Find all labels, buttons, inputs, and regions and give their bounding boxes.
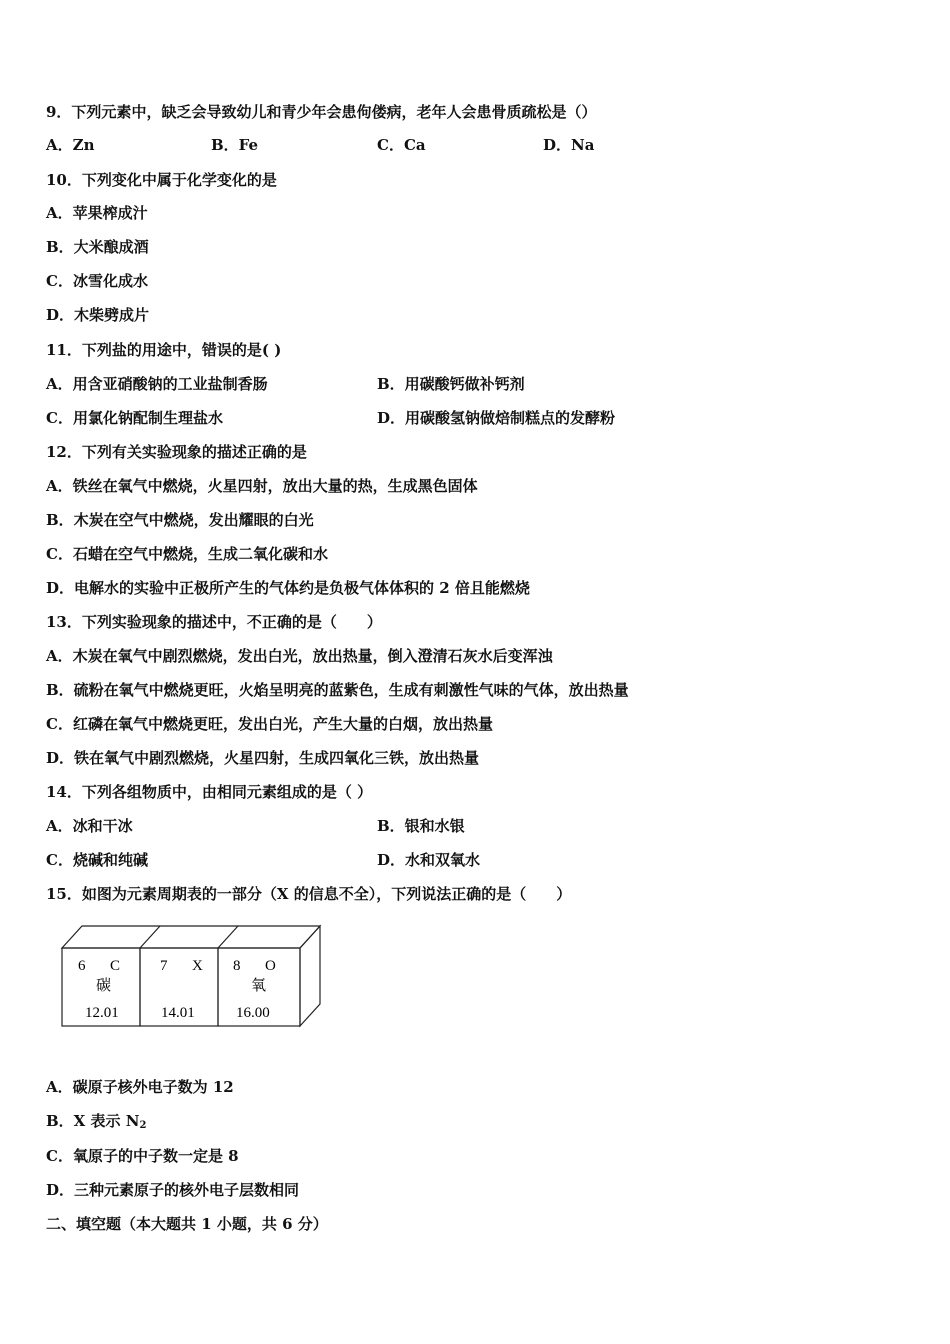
- q13-option-c: C．红磷在氧气中燃烧更旺，发出白光，产生大量的白烟，放出热量: [46, 715, 493, 733]
- element-mass: 14.01: [161, 1005, 195, 1021]
- q9-option-b: B．Fe: [211, 136, 259, 154]
- q10-option-b: B．大米酿成酒: [46, 238, 149, 256]
- q9-option-a: A．Zn: [46, 136, 95, 154]
- q9-option-c: C．Ca: [377, 136, 426, 154]
- q11-option-c: C．用氯化钠配制生理盐水: [46, 409, 223, 427]
- element-symbol: C: [110, 958, 121, 974]
- q10-stem: 10．下列变化中属于化学变化的是: [46, 171, 277, 189]
- element-mass: 12.01: [85, 1005, 119, 1021]
- q15-option-b: [46, 1111, 146, 1136]
- element-number: 8: [233, 958, 241, 974]
- q14-stem: 14．下列各组物质中，由相同元素组成的是（ ）: [46, 783, 373, 801]
- q11-option-d: D．用碳酸氢钠做焙制糕点的发酵粉: [377, 409, 616, 427]
- q11-option-b: B．用碳酸钙做补钙剂: [377, 375, 525, 393]
- q14-option-a: A．冰和干冰: [46, 817, 133, 835]
- q9-option-d: D．Na: [543, 136, 595, 154]
- periodic-table-figure: [58, 922, 326, 1032]
- element-mass: 16.00: [236, 1005, 270, 1021]
- q10-option-a: A．苹果榨成汁: [46, 204, 148, 222]
- q14-option-c: C．烧碱和纯碱: [46, 851, 148, 869]
- element-number: 7: [160, 958, 168, 974]
- q11-stem: 11．下列盐的用途中，错误的是( ): [46, 341, 282, 359]
- q15-option-b-subscript: 2: [139, 1120, 147, 1131]
- q12-option-a: A．铁丝在氧气中燃烧，火星四射，放出大量的热，生成黑色固体: [46, 477, 478, 495]
- q12-stem: 12．下列有关实验现象的描述正确的是: [46, 443, 307, 461]
- q15-stem: 15．如图为元素周期表的一部分（X 的信息不全），下列说法正确的是（ ）: [46, 885, 572, 903]
- element-symbol: X: [192, 958, 203, 974]
- q14-option-d: D．水和双氧水: [377, 851, 481, 869]
- q12-option-d: D．电解水的实验中正极所产生的气体约是负极气体体积的 2 倍且能燃烧: [46, 579, 530, 597]
- q10-option-d: D．木柴劈成片: [46, 306, 150, 324]
- q13-option-d: D．铁在氧气中剧烈燃烧，火星四射，生成四氧化三铁，放出热量: [46, 749, 480, 767]
- q9-stem: 9．下列元素中，缺乏会导致幼儿和青少年会患佝偻病，老年人会患骨质疏松是（）: [46, 103, 597, 121]
- q11-option-a: A．用含亚硝酸钠的工业盐制香肠: [46, 375, 268, 393]
- element-name: 碳: [96, 978, 112, 994]
- q13-option-a: A．木炭在氧气中剧烈燃烧，发出白光，放出热量，倒入澄清石灰水后变浑浊: [46, 647, 553, 665]
- q15-option-d: D．三种元素原子的核外电子层数相同: [46, 1181, 300, 1199]
- q10-option-c: C．冰雪化成水: [46, 272, 148, 290]
- q12-option-b: B．木炭在空气中燃烧，发出耀眼的白光: [46, 511, 314, 529]
- element-symbol: O: [265, 958, 276, 974]
- q15-option-c: C．氧原子的中子数一定是 8: [46, 1147, 239, 1165]
- q15-option-b-text: B．X 表示 N: [46, 1112, 140, 1130]
- element-name: 氧: [251, 978, 267, 994]
- q13-option-b: B．硫粉在氧气中燃烧更旺，火焰呈明亮的蓝紫色，生成有刺激性气味的气体，放出热量: [46, 681, 629, 699]
- q14-option-b: B．银和水银: [377, 817, 465, 835]
- element-number: 6: [78, 958, 86, 974]
- section-title: 二、填空题（本大题共 1 小题，共 6 分）: [46, 1215, 328, 1233]
- q15-option-a: A．碳原子核外电子数为 12: [46, 1078, 234, 1096]
- q12-option-c: C．石蜡在空气中燃烧，生成二氧化碳和水: [46, 545, 328, 563]
- q13-stem: 13．下列实验现象的描述中，不正确的是（ ）: [46, 613, 382, 631]
